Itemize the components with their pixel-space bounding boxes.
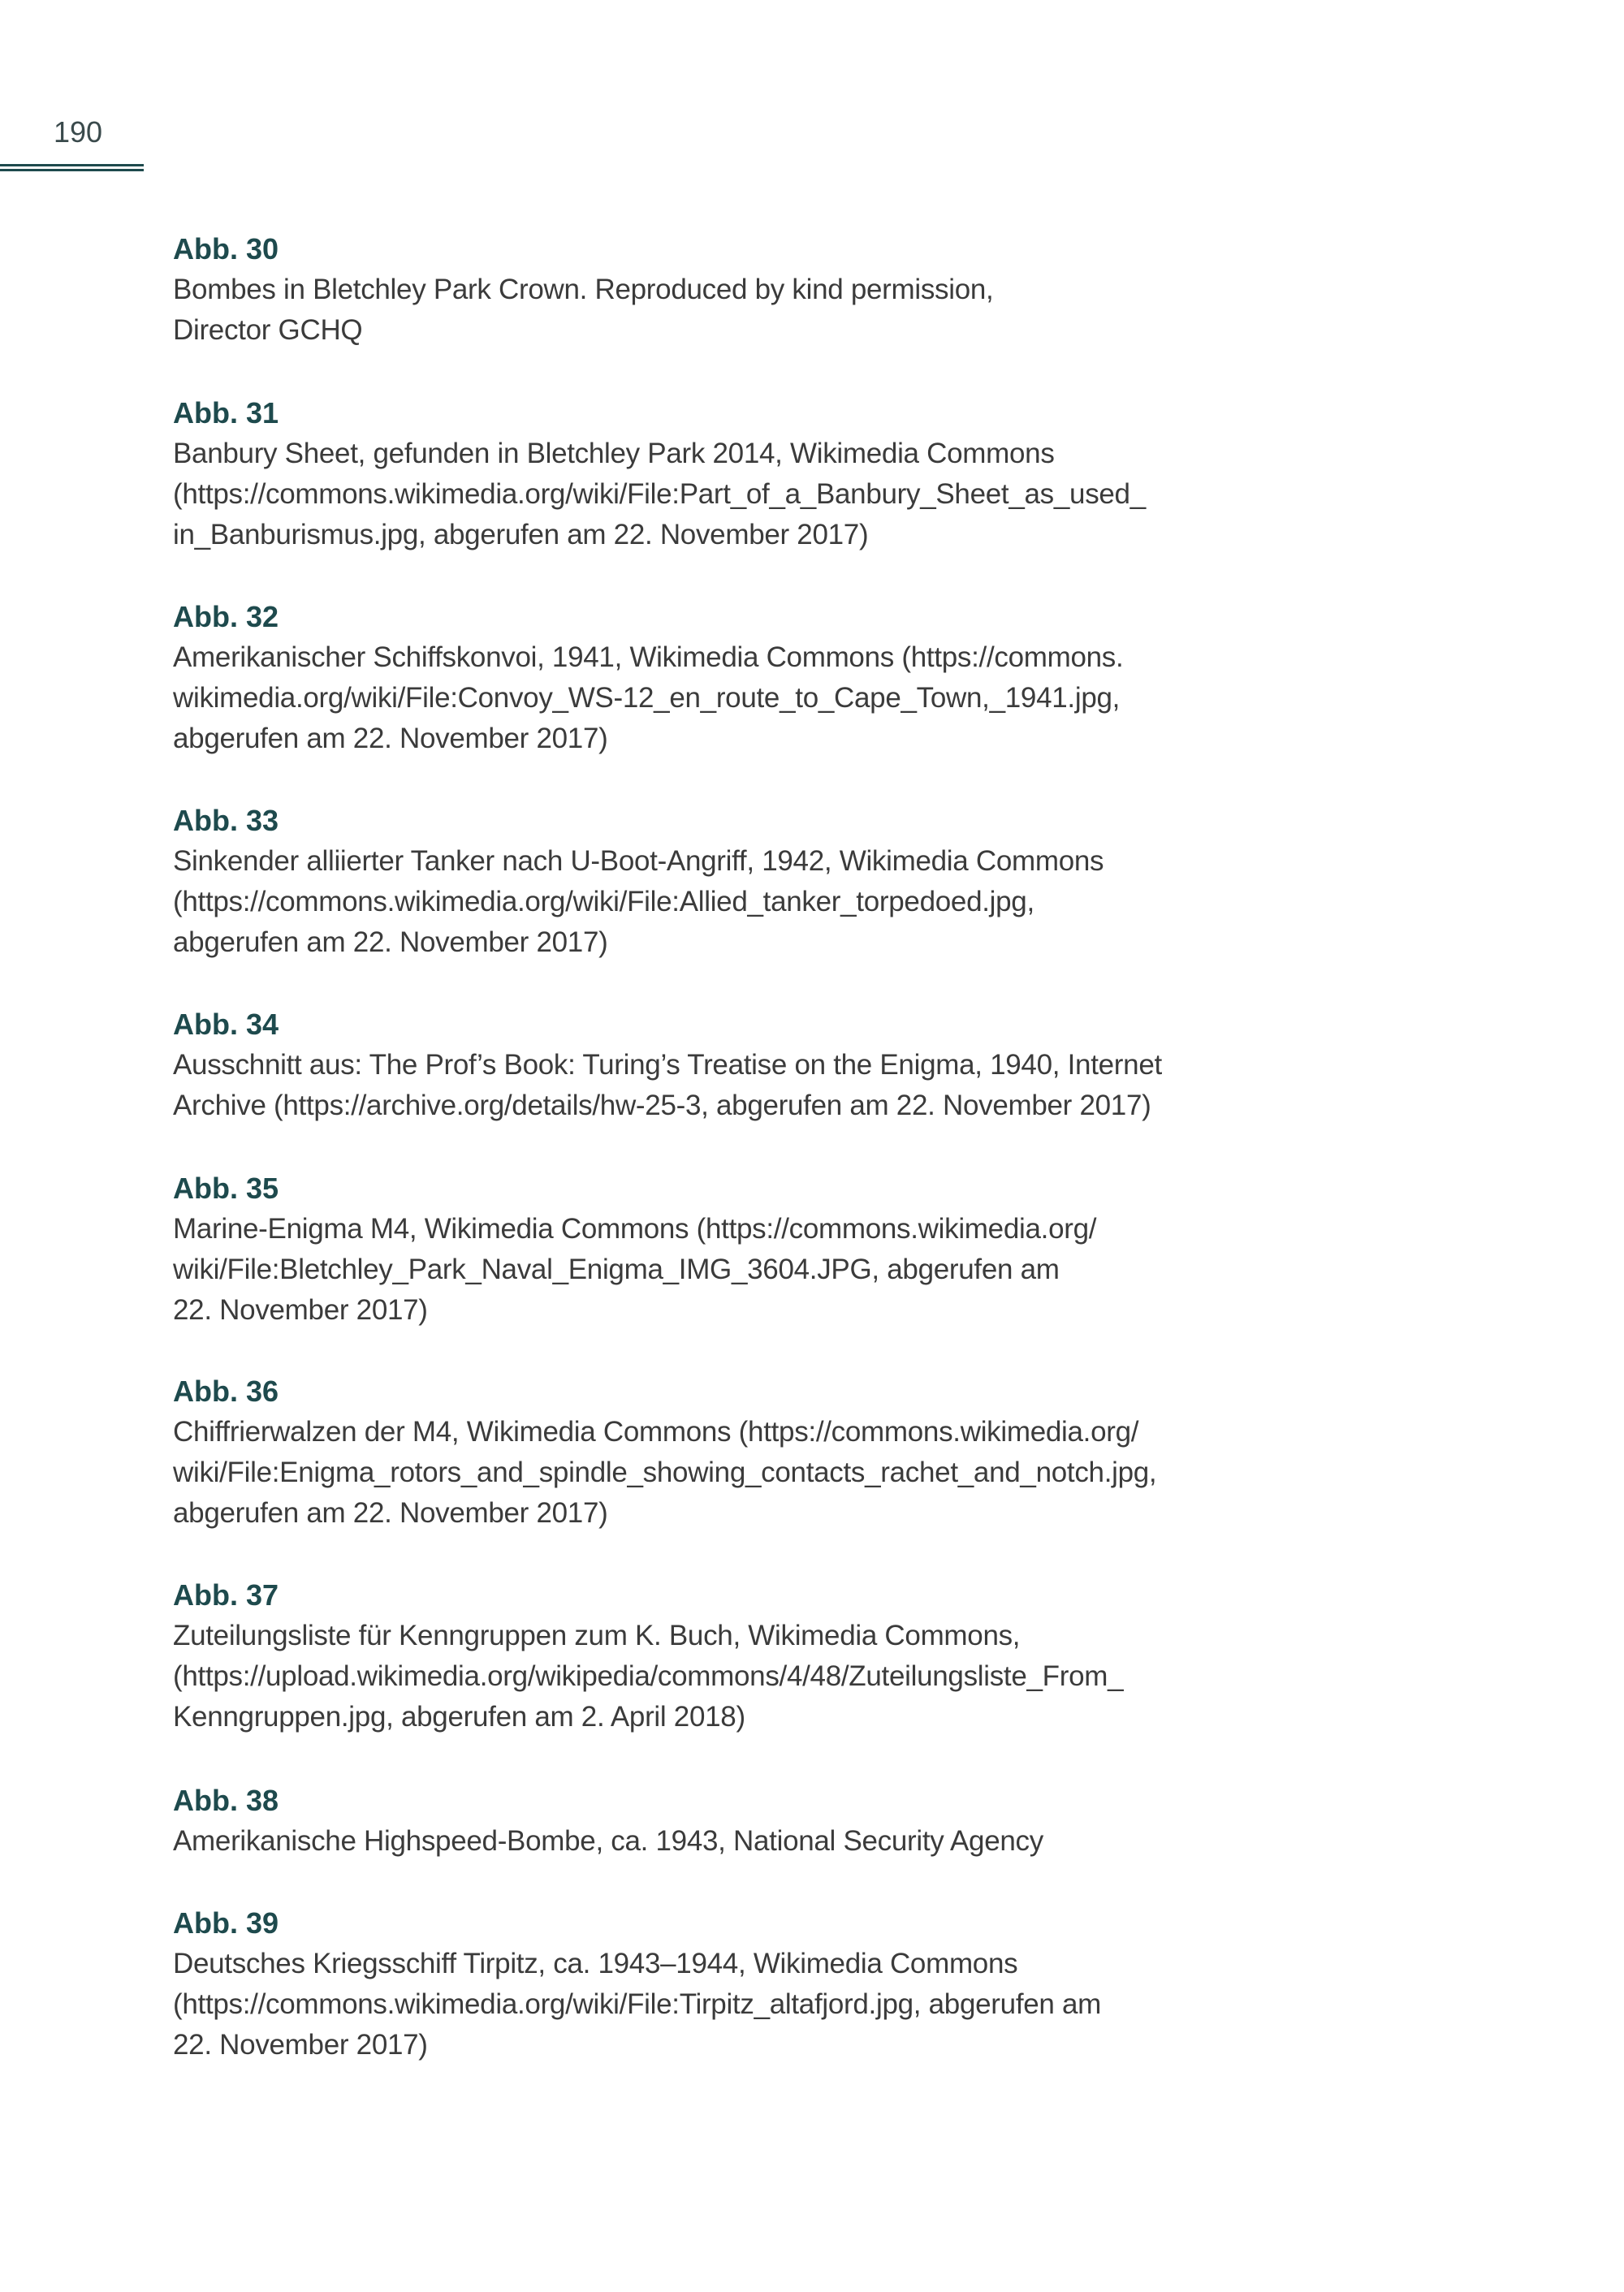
figure-label: Abb. 37 [173, 1578, 279, 1612]
figure-label: Abb. 36 [173, 1375, 279, 1408]
figure-credit-entry [173, 393, 1391, 555]
figure-credit-line: (https://commons.wikimedia.org/wiki/File:Allied_tanker_torpedoed.jpg, [173, 886, 1034, 917]
figure-label: Abb. 30 [173, 232, 279, 265]
figure-label: Abb. 35 [173, 1172, 279, 1205]
figure-credit-line: Zuteilungsliste für Kenngruppen zum K. Buch, Wikimedia Commons, [173, 1620, 1021, 1651]
figure-credit-line: Kenngruppen.jpg, abgerufen am 2. April 2018) [173, 1701, 745, 1733]
figure-credit-line: (https://upload.wikimedia.org/wikipedia/commons/4/48/Zuteilungsliste_From_ [173, 1660, 1124, 1692]
figure-credit-line: Archive (https://archive.org/details/hw-25-3, abgerufen am 22. November 2017) [173, 1090, 1151, 1121]
header-rule [0, 164, 144, 171]
figure-credit-line: Ausschnitt aus: The Prof’s Book: Turing’s Treatise on the Enigma, 1940, Internet [173, 1049, 1162, 1081]
figure-credit-line: Marine-Enigma M4, Wikimedia Commons (https://commons.wikimedia.org/ [173, 1213, 1097, 1245]
figure-credit-line: Deutsches Kriegsschiff Tirpitz, ca. 1943–1944, Wikimedia Commons [173, 1948, 1018, 1979]
figure-credit-entry [173, 1371, 1391, 1534]
figure-credit-line: wikimedia.org/wiki/File:Convoy_WS-12_en_route_to_Cape_Town,_1941.jpg, [173, 682, 1121, 714]
figure-credit-entry [173, 597, 1391, 759]
figure-credit-line: abgerufen am 22. November 2017) [173, 1497, 608, 1529]
figure-credit-line: wiki/File:Enigma_rotors_and_spindle_showing_contacts_rachet_and_notch.jpg, [173, 1457, 1157, 1488]
figure-credit-line: Amerikanischer Schiffskonvoi, 1941, Wikimedia Commons (https://commons. [173, 641, 1124, 673]
page-number: 190 [54, 115, 103, 149]
figure-credit-entry [173, 229, 1391, 351]
figure-credit-line: Chiffrierwalzen der M4, Wikimedia Commons (https://commons.wikimedia.org/ [173, 1416, 1139, 1448]
figure-credit-line: (https://commons.wikimedia.org/wiki/File:Part_of_a_Banbury_Sheet_as_used_ [173, 478, 1146, 510]
figure-credit-line: abgerufen am 22. November 2017) [173, 723, 608, 754]
figure-label: Abb. 39 [173, 1906, 279, 1940]
figure-credit-line: Amerikanische Highspeed-Bombe, ca. 1943, National Security Agency [173, 1825, 1043, 1857]
figure-credit-entry [173, 1168, 1391, 1331]
figure-credit-line: Bombes in Bletchley Park Crown. Reproduced by kind permission, [173, 274, 994, 305]
figure-label: Abb. 33 [173, 804, 279, 837]
figure-credit-entry [173, 1903, 1391, 2065]
figure-label: Abb. 34 [173, 1008, 279, 1041]
figure-credit-line: (https://commons.wikimedia.org/wiki/File:Tirpitz_altafjord.jpg, abgerufen am [173, 1988, 1102, 2020]
figure-credit-line: Sinkender alliierter Tanker nach U-Boot-Angriff, 1942, Wikimedia Commons [173, 845, 1104, 877]
figure-label: Abb. 31 [173, 396, 279, 429]
figure-credit-line: abgerufen am 22. November 2017) [173, 926, 608, 958]
figure-credit-entry [173, 1004, 1391, 1126]
figure-credit-entry [173, 1575, 1391, 1737]
figure-credit-line: in_Banburismus.jpg, abgerufen am 22. November 2017) [173, 519, 869, 550]
figure-credit-line: Director GCHQ [173, 314, 363, 346]
figure-credit-line: 22. November 2017) [173, 2029, 428, 2061]
figure-label: Abb. 32 [173, 600, 279, 633]
figure-credit-line: 22. November 2017) [173, 1294, 428, 1326]
figure-label: Abb. 38 [173, 1784, 279, 1817]
figure-credit-entry [173, 1781, 1391, 1862]
figure-credit-line: wiki/File:Bletchley_Park_Naval_Enigma_IMG_3604.JPG, abgerufen am [173, 1254, 1060, 1285]
figure-credit-line: Banbury Sheet, gefunden in Bletchley Park 2014, Wikimedia Commons [173, 438, 1055, 469]
figure-credit-entry [173, 801, 1391, 963]
